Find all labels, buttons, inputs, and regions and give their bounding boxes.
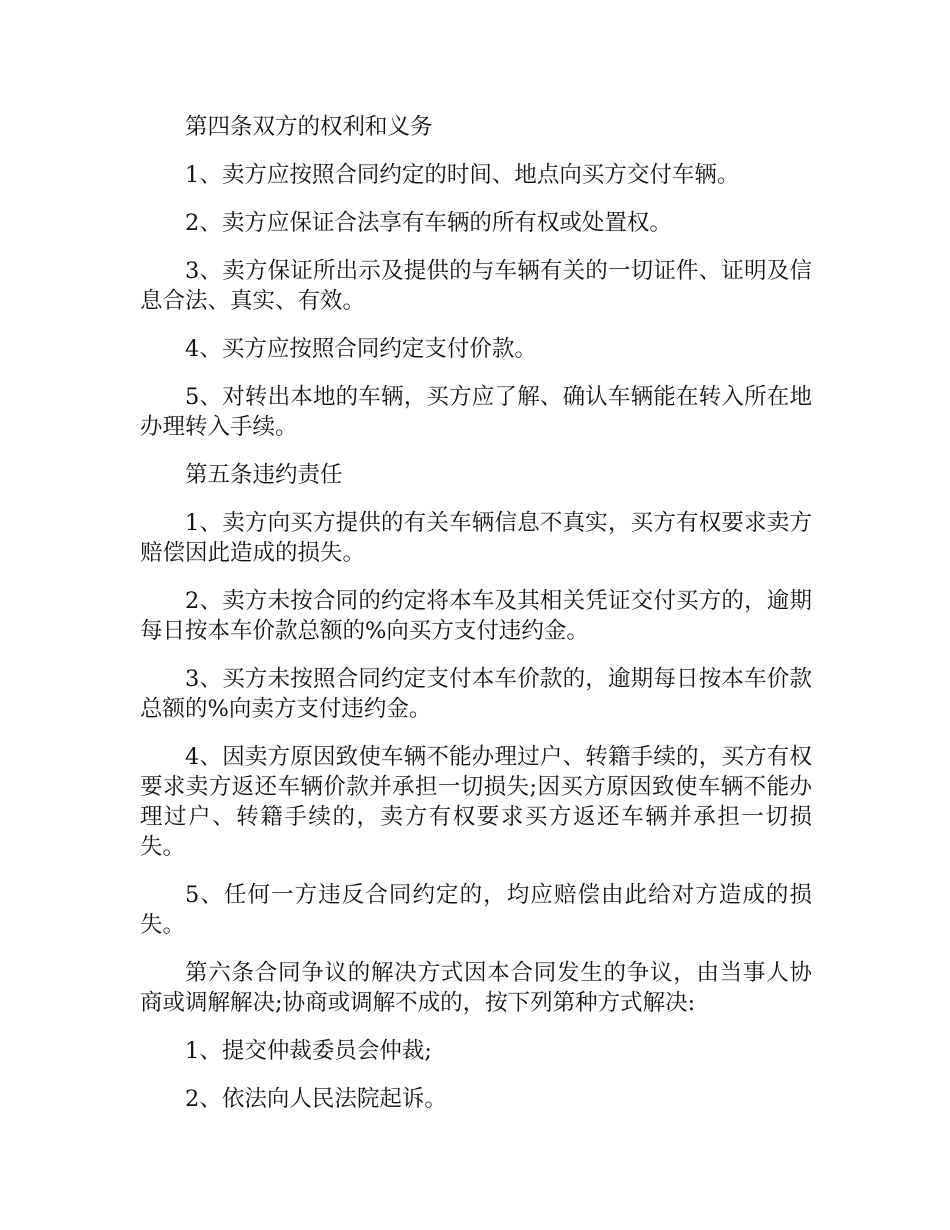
paragraph-6-1: 1、提交仲裁委员会仲裁;	[185, 1038, 432, 1064]
paragraph-4-1: 1、卖方应按照合同约定的时间、地点向买方交付车辆。	[185, 162, 740, 188]
section-heading-article-5: 第五条违约责任	[185, 462, 343, 488]
document-body	[140, 112, 812, 1132]
paragraph-5-5: 5、任何一方违反合同约定的，均应赔偿由此给对方造成的损失。	[140, 882, 812, 938]
section-heading-article-6: 第六条合同争议的解决方式因本合同发生的争议，由当事人协商或调解解决;协商或调解不成的，按下列第种方式解决:	[140, 960, 812, 1016]
paragraph-5-2: 2、卖方未按合同的约定将本车及其相关凭证交付买方的，逾期每日按本车价款总额的%向买方支付违约金。	[140, 588, 812, 644]
paragraph-6-2: 2、依法向人民法院起诉。	[185, 1086, 447, 1112]
paragraph-4-2: 2、卖方应保证合法享有车辆的所有权或处置权。	[185, 210, 672, 236]
paragraph-5-4: 4、因卖方原因致使车辆不能办理过户、转籍手续的，买方有权要求卖方返还车辆价款并承担一切损失;因买方原因致使车辆不能办理过户、转籍手续的，卖方有权要求买方返还车辆并承担一切损失。	[140, 744, 812, 860]
paragraph-4-3: 3、卖方保证所出示及提供的与车辆有关的一切证件、证明及信息合法、真实、有效。	[140, 258, 812, 314]
paragraph-5-3: 3、买方未按照合同约定支付本车价款的，逾期每日按本车价款总额的%向卖方支付违约金。	[140, 666, 812, 722]
paragraph-4-5: 5、对转出本地的车辆，买方应了解、确认车辆能在转入所在地办理转入手续。	[140, 384, 812, 440]
paragraph-4-4: 4、买方应按照合同约定支付价款。	[185, 336, 537, 362]
section-heading-article-4: 第四条双方的权利和义务	[185, 114, 433, 140]
paragraph-5-1: 1、卖方向买方提供的有关车辆信息不真实，买方有权要求卖方赔偿因此造成的损失。	[140, 510, 812, 566]
